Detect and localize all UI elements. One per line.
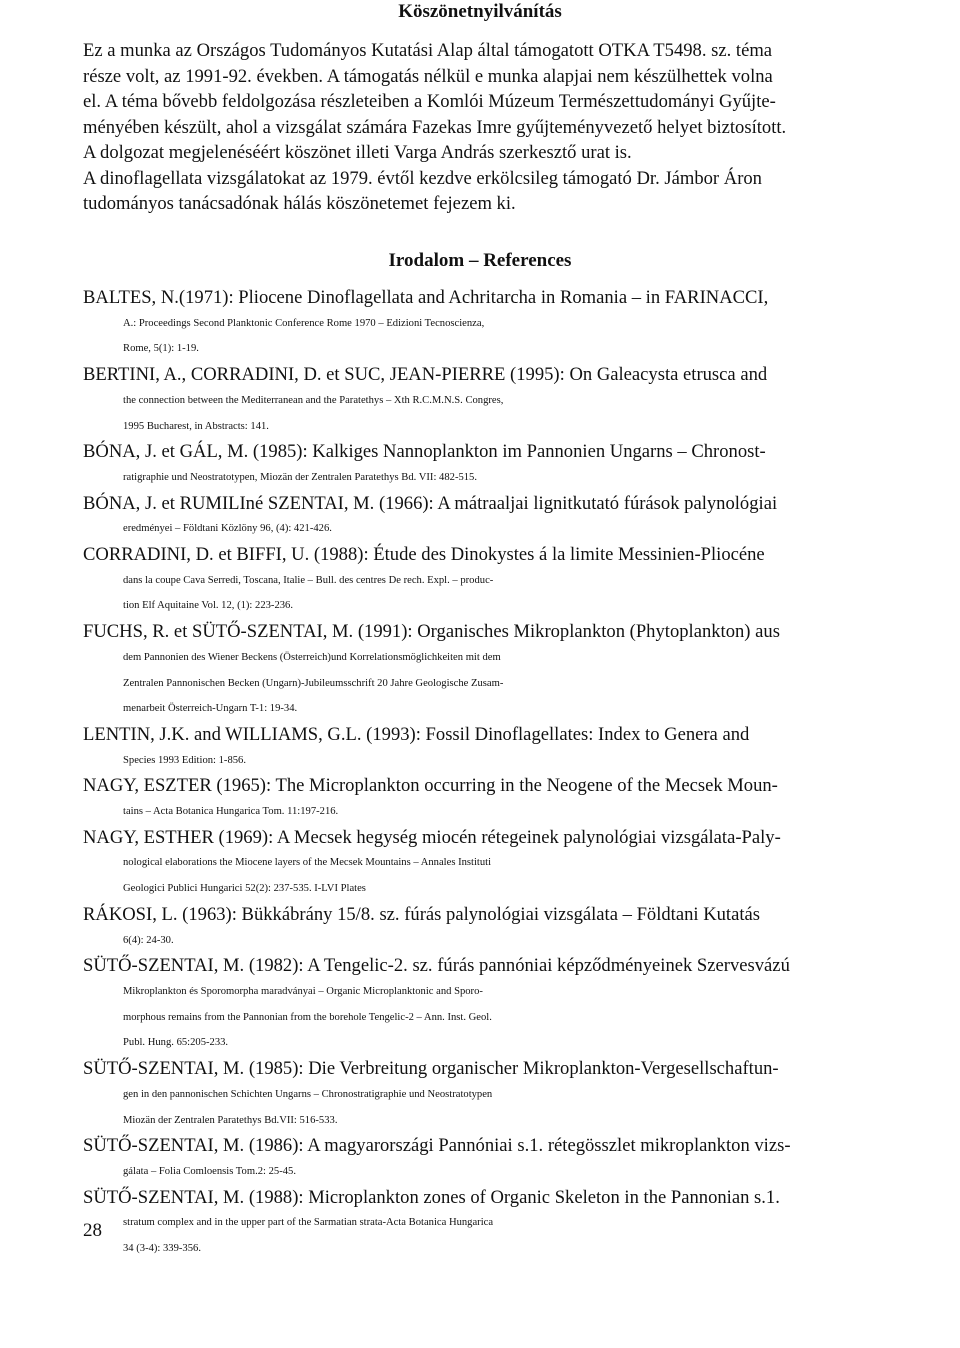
reference-line: dem Pannonien des Wiener Beckens (Österreich)und Korrelationsmöglichkeiten mit dem	[123, 651, 501, 663]
acknowledgement-line: Ez a munka az Országos Tudományos Kutatási Alap által támogatott OTKA T5498. sz. téma	[83, 40, 773, 61]
reference-entry	[83, 773, 883, 824]
reference-line: tains – Acta Botanica Hungarica Tom. 11:197-216.	[123, 806, 339, 818]
reference-line: FUCHS, R. et SÜTŐ-SZENTAI, M. (1991): Organisches Mikroplankton (Phytoplankton) aus	[83, 621, 780, 643]
reference-line: nological elaborations the Miocene layers of the Mecsek Mountains – Annales Instituti	[123, 857, 492, 869]
reference-line: 34 (3-4): 339-356.	[123, 1243, 201, 1255]
acknowledgement-line: tudományos tanácsadónak hálás köszönetemet fejezem ki.	[83, 193, 516, 214]
reference-line: Mikroplankton és Sporomorpha maradványai – Organic Microplanktonic and Sporo-	[123, 985, 483, 997]
reference-line: BÓNA, J. et RUMILIné SZENTAI, M. (1966): A mátraaljai lignitkutató fúrások palynológiai	[83, 492, 778, 514]
reference-line: SÜTŐ-SZENTAI, M. (1986): A magyarországi Pannóniai s.1. rétegösszlet mikroplankton vizs-	[83, 1135, 791, 1157]
reference-line: RÁKOSI, L. (1963): Bükkábrány 15/8. sz. fúrás palynológiai vizsgálata – Földtani Kutatás	[83, 903, 761, 925]
reference-line: morphous remains from the Pannonian from the borehole Tengelic-2 – Ann. Inst. Geol.	[123, 1011, 492, 1023]
reference-line: BALTES, N.(1971): Pliocene Dinoflagellata and Achritarcha in Romania – in FARINACCI,	[83, 287, 769, 308]
acknowledgements-paragraph	[83, 38, 883, 217]
acknowledgement-line: A dinoflagellata vizsgálatokat az 1979. évtől kezdve erkölcsileg támogató Dr. Jámbor Áron	[83, 167, 762, 189]
reference-entry	[83, 953, 883, 1056]
reference-entry	[83, 285, 883, 362]
reference-entry	[83, 439, 883, 490]
reference-line: SÜTŐ-SZENTAI, M. (1982): A Tengelic-2. sz. fúrás pannóniai képződményeinek Szervesvázú	[83, 955, 790, 977]
reference-line: gálata – Folia Comloensis Tom.2: 25-45.	[123, 1165, 296, 1177]
reference-line: SÜTŐ-SZENTAI, M. (1985): Die Verbreitung organischer Mikroplankton-Vergesellschaftun-	[83, 1058, 779, 1080]
reference-entry	[83, 825, 883, 902]
reference-line: eredményei – Földtani Közlöny 96, (4): 421-426.	[123, 523, 332, 535]
reference-line: ratigraphie und Neostratotypen, Miozän der Zentralen Paratethys Bd. VII: 482-515.	[123, 471, 478, 483]
reference-line: NAGY, ESZTER (1965): The Microplankton occurring in the Neogene of the Mecsek Moun-	[83, 775, 778, 797]
reference-line: LENTIN, J.K. and WILLIAMS, G.L. (1993): Fossil Dinoflagellates: Index to Genera and	[83, 723, 750, 745]
reference-entry	[83, 542, 883, 619]
reference-line: the connection between the Mediterranean and the Paratethys – Xth R.C.M.N.S. Congres,	[123, 394, 504, 406]
reference-line: 1995 Bucharest, in Abstracts: 141.	[123, 420, 269, 432]
reference-line: BERTINI, A., CORRADINI, D. et SUC, JEAN-PIERRE (1995): On Galeacysta etrusca and	[83, 364, 768, 386]
reference-line: Miozän der Zentralen Paratethys Bd.VII: 516-533.	[123, 1114, 338, 1126]
reference-line: CORRADINI, D. et BIFFI, U. (1988): Étude des Dinokystes á la limite Messinien-Pliocéne	[83, 544, 765, 566]
reference-line: Publ. Hung. 65:205-233.	[123, 1037, 229, 1049]
reference-entry	[83, 491, 883, 542]
page-number: 28	[83, 1220, 102, 1241]
reference-entry	[83, 362, 883, 439]
acknowledgement-line: A dolgozat megjelenéséért köszönet illeti Varga András szerkesztő urat is.	[83, 142, 632, 163]
acknowledgement-line: része volt, az 1991-92. években. A támogatás nélkül e munka alapjai nem készülhettek volna	[83, 65, 773, 87]
acknowledgements-heading: Köszönetnyilvánítás	[398, 1, 562, 22]
reference-line: stratum complex and in the upper part of the Sarmatian strata-Acta Botanica Hungarica	[123, 1217, 494, 1229]
reference-line: Species 1993 Edition: 1-856.	[123, 754, 246, 766]
reference-entry	[83, 1185, 883, 1262]
reference-entry	[83, 1133, 883, 1184]
reference-entry	[83, 722, 883, 773]
reference-line: Rome, 5(1): 1-19.	[123, 343, 199, 355]
reference-line: menarbeit Österreich-Ungarn T-1: 19-34.	[123, 703, 298, 715]
references-list	[83, 285, 883, 1262]
reference-entry	[83, 619, 883, 722]
acknowledgement-line: el. A téma bővebb feldolgozása részleteiben a Komlói Múzeum Természettudományi Gyűjte-	[83, 91, 776, 112]
acknowledgement-line: ményében készült, ahol a vizsgálat számára Fazekas Imre gyűjteményvezető helyet biztosított.	[83, 116, 787, 138]
reference-line: gen in den pannonischen Schichten Ungarns – Chronostratigraphie und Neostratotypen	[123, 1088, 493, 1100]
references-heading: Irodalom – References	[388, 250, 572, 271]
reference-line: SÜTŐ-SZENTAI, M. (1988): Microplankton zones of Organic Skeleton in the Pannonian s.1.	[83, 1186, 780, 1208]
reference-line: Geologici Publici Hungarici 52(2): 237-535. I-LVI Plates	[123, 883, 366, 895]
reference-line: dans la coupe Cava Serredi, Toscana, Italie – Bull. des centres De rech. Expl. – produc-	[123, 574, 494, 586]
reference-line: Zentralen Pannonischen Becken (Ungarn)-Jubileumsschrift 20 Jahre Geologische Zusam-	[123, 677, 504, 689]
reference-line: tion Elf Aquitaine Vol. 12, (1): 223-236.	[123, 600, 293, 612]
reference-line: 6(4): 24-30.	[123, 934, 174, 946]
reference-line: NAGY, ESTHER (1969): A Mecsek hegység miocén rétegeinek palynológiai vizsgálata-Paly-	[83, 826, 781, 848]
reference-entry	[83, 1056, 883, 1133]
reference-entry	[83, 902, 883, 953]
reference-line: BÓNA, J. et GÁL, M. (1985): Kalkiges Nannoplankton im Pannonien Ungarns – Chronost-	[83, 441, 766, 463]
reference-line: A.: Proceedings Second Planktonic Conference Rome 1970 – Edizioni Tecnoscienza,	[123, 317, 485, 329]
